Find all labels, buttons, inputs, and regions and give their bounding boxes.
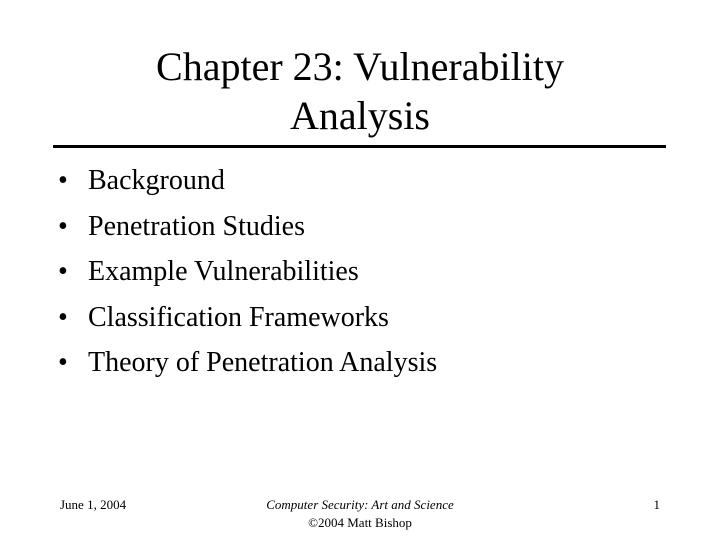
footer-book-title: Computer Security: Art and Science	[266, 497, 454, 512]
slide-title	[0, 42, 720, 140]
bullet-list	[58, 161, 437, 389]
bullet-text: Classification Frameworks	[88, 301, 389, 333]
bullet-text: Background	[88, 165, 225, 196]
slide-title-line-2: Analysis	[290, 93, 430, 138]
footer-page-number: 1	[653, 497, 660, 512]
bullet-item-theory-of-penetration-analysis	[58, 343, 437, 389]
bullet-item-penetration-studies	[58, 207, 437, 253]
footer-credit	[210, 496, 510, 532]
bullet-icon: •	[58, 165, 68, 196]
bullet-text: Penetration Studies	[88, 210, 305, 242]
bullet-item-classification-frameworks	[58, 298, 437, 344]
bullet-text: Example Vulnerabilities	[88, 256, 359, 287]
bullet-icon: •	[58, 210, 68, 242]
bullet-icon: •	[58, 301, 68, 333]
slide-title-line-1: Chapter 23: Vulnerability	[156, 44, 564, 89]
bullet-item-background	[58, 161, 437, 207]
bullet-item-example-vulnerabilities	[58, 252, 437, 298]
footer-copyright: ©2004 Matt Bishop	[308, 515, 412, 530]
bullet-icon: •	[58, 256, 68, 287]
title-divider	[53, 145, 666, 148]
bullet-text: Theory of Penetration Analysis	[88, 347, 438, 378]
bullet-icon: •	[58, 347, 68, 378]
footer-date: June 1, 2004	[60, 497, 127, 512]
